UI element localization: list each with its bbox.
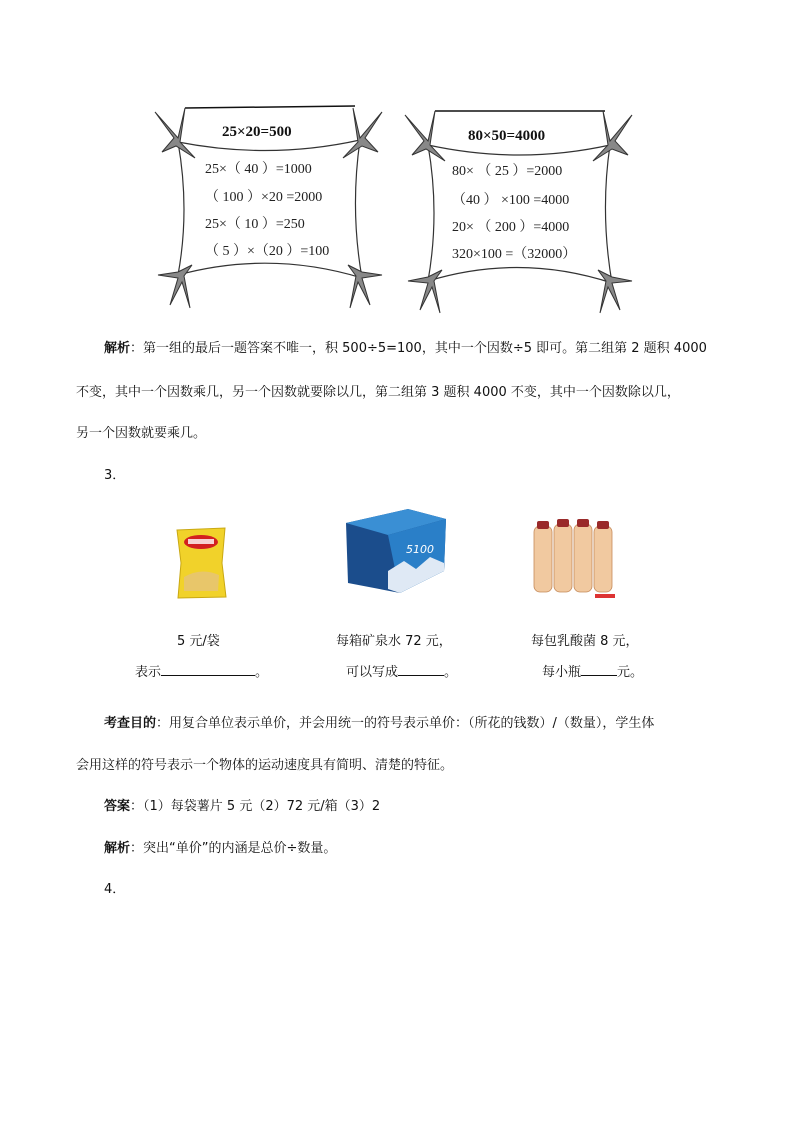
analysis-paragraph — [104, 337, 707, 356]
swallow-icon — [593, 111, 632, 161]
right-frame-title: 80×50=4000 — [468, 128, 546, 144]
caption-prefix: 可以写成 — [346, 665, 399, 680]
analysis-text: ：第一组的最后一题答案不唯一，积 500÷5=100，其中一个因数÷5 即可。第二组第 2 题积 4000 — [130, 341, 707, 356]
caption-yogurt-fill — [542, 661, 643, 680]
analysis2-paragraph — [104, 837, 336, 856]
analysis-label: 解析 — [104, 341, 131, 356]
right-equation: （40 ） ×100 =4000 — [452, 193, 570, 208]
analysis2-label: 解析 — [104, 841, 131, 856]
caption-prefix: 表示 — [135, 665, 162, 680]
left-equation: （ 100 ）×20 =2000 — [205, 190, 323, 205]
question-number: 4． — [104, 882, 126, 897]
right-equation: 20× （ 200 ）=4000 — [452, 220, 570, 235]
swallow-icon — [408, 270, 442, 313]
swallow-icon — [158, 265, 192, 308]
swallow-icon — [348, 265, 382, 308]
purpose-text: ：用复合单位表示单价，并会用统一的符号表示单价：（所花的钱数）/（数量），学生体 — [156, 716, 655, 731]
answer-blank[interactable] — [161, 663, 255, 676]
left-equation: 25×（ 10 ）=250 — [205, 217, 305, 232]
answer-blank[interactable] — [398, 663, 444, 676]
swallow-icon — [405, 111, 445, 161]
analysis-text: 不变，其中一个因数乘几，另一个因数就要除以几，第二组第 3 题积 4000 不变，其中一个因数除以几， — [76, 385, 680, 400]
swallow-icon — [343, 108, 382, 158]
caption-suffix: 。 — [444, 665, 458, 680]
purpose-label: 考查目的 — [104, 716, 157, 731]
caption-yogurt-price: 每包乳酸菌 8 元， — [531, 634, 639, 649]
left-equation: 25×（ 40 ）=1000 — [205, 162, 312, 177]
swallow-icon — [598, 270, 632, 313]
right-equation: 320×100 =（32000） — [452, 247, 577, 262]
caption-suffix: 。 — [255, 665, 269, 680]
answer-label: 答案 — [104, 799, 131, 814]
caption-chips-fill — [135, 661, 268, 680]
analysis-text: 另一个因数就要乘几。 — [76, 426, 207, 441]
analysis2-text: ：突出“单价”的内涵是总价÷数量。 — [130, 841, 337, 856]
swallow-icon — [155, 108, 195, 158]
answer-text: ：（1）每袋薯片 5 元（2）72 元/箱（3）2 — [130, 799, 381, 814]
caption-water-fill — [346, 661, 457, 680]
left-equation: （ 5 ）×（20 ）=100 — [205, 244, 330, 259]
right-equation: 80× （ 25 ）=2000 — [452, 164, 563, 179]
caption-water-price: 每箱矿泉水 72 元， — [336, 634, 452, 649]
purpose-text: 会用这样的符号表示一个物体的运动速度具有简明、清楚的特征。 — [76, 758, 454, 773]
caption-chips-price: 5 元/袋 — [177, 634, 220, 649]
answer-blank[interactable] — [581, 663, 617, 676]
potato-chips-bag-image — [174, 527, 228, 599]
answer-paragraph — [104, 795, 380, 814]
yogurt-drink-bottles-image — [531, 518, 619, 602]
caption-suffix: 元。 — [617, 665, 644, 680]
question-number: 3． — [104, 468, 126, 483]
purpose-paragraph — [104, 712, 654, 731]
svg-text:5100: 5100 — [406, 543, 434, 556]
mineral-water-box-image — [344, 501, 448, 597]
left-frame-title: 25×20=500 — [222, 124, 292, 140]
caption-prefix: 每小瓶 — [542, 665, 582, 680]
